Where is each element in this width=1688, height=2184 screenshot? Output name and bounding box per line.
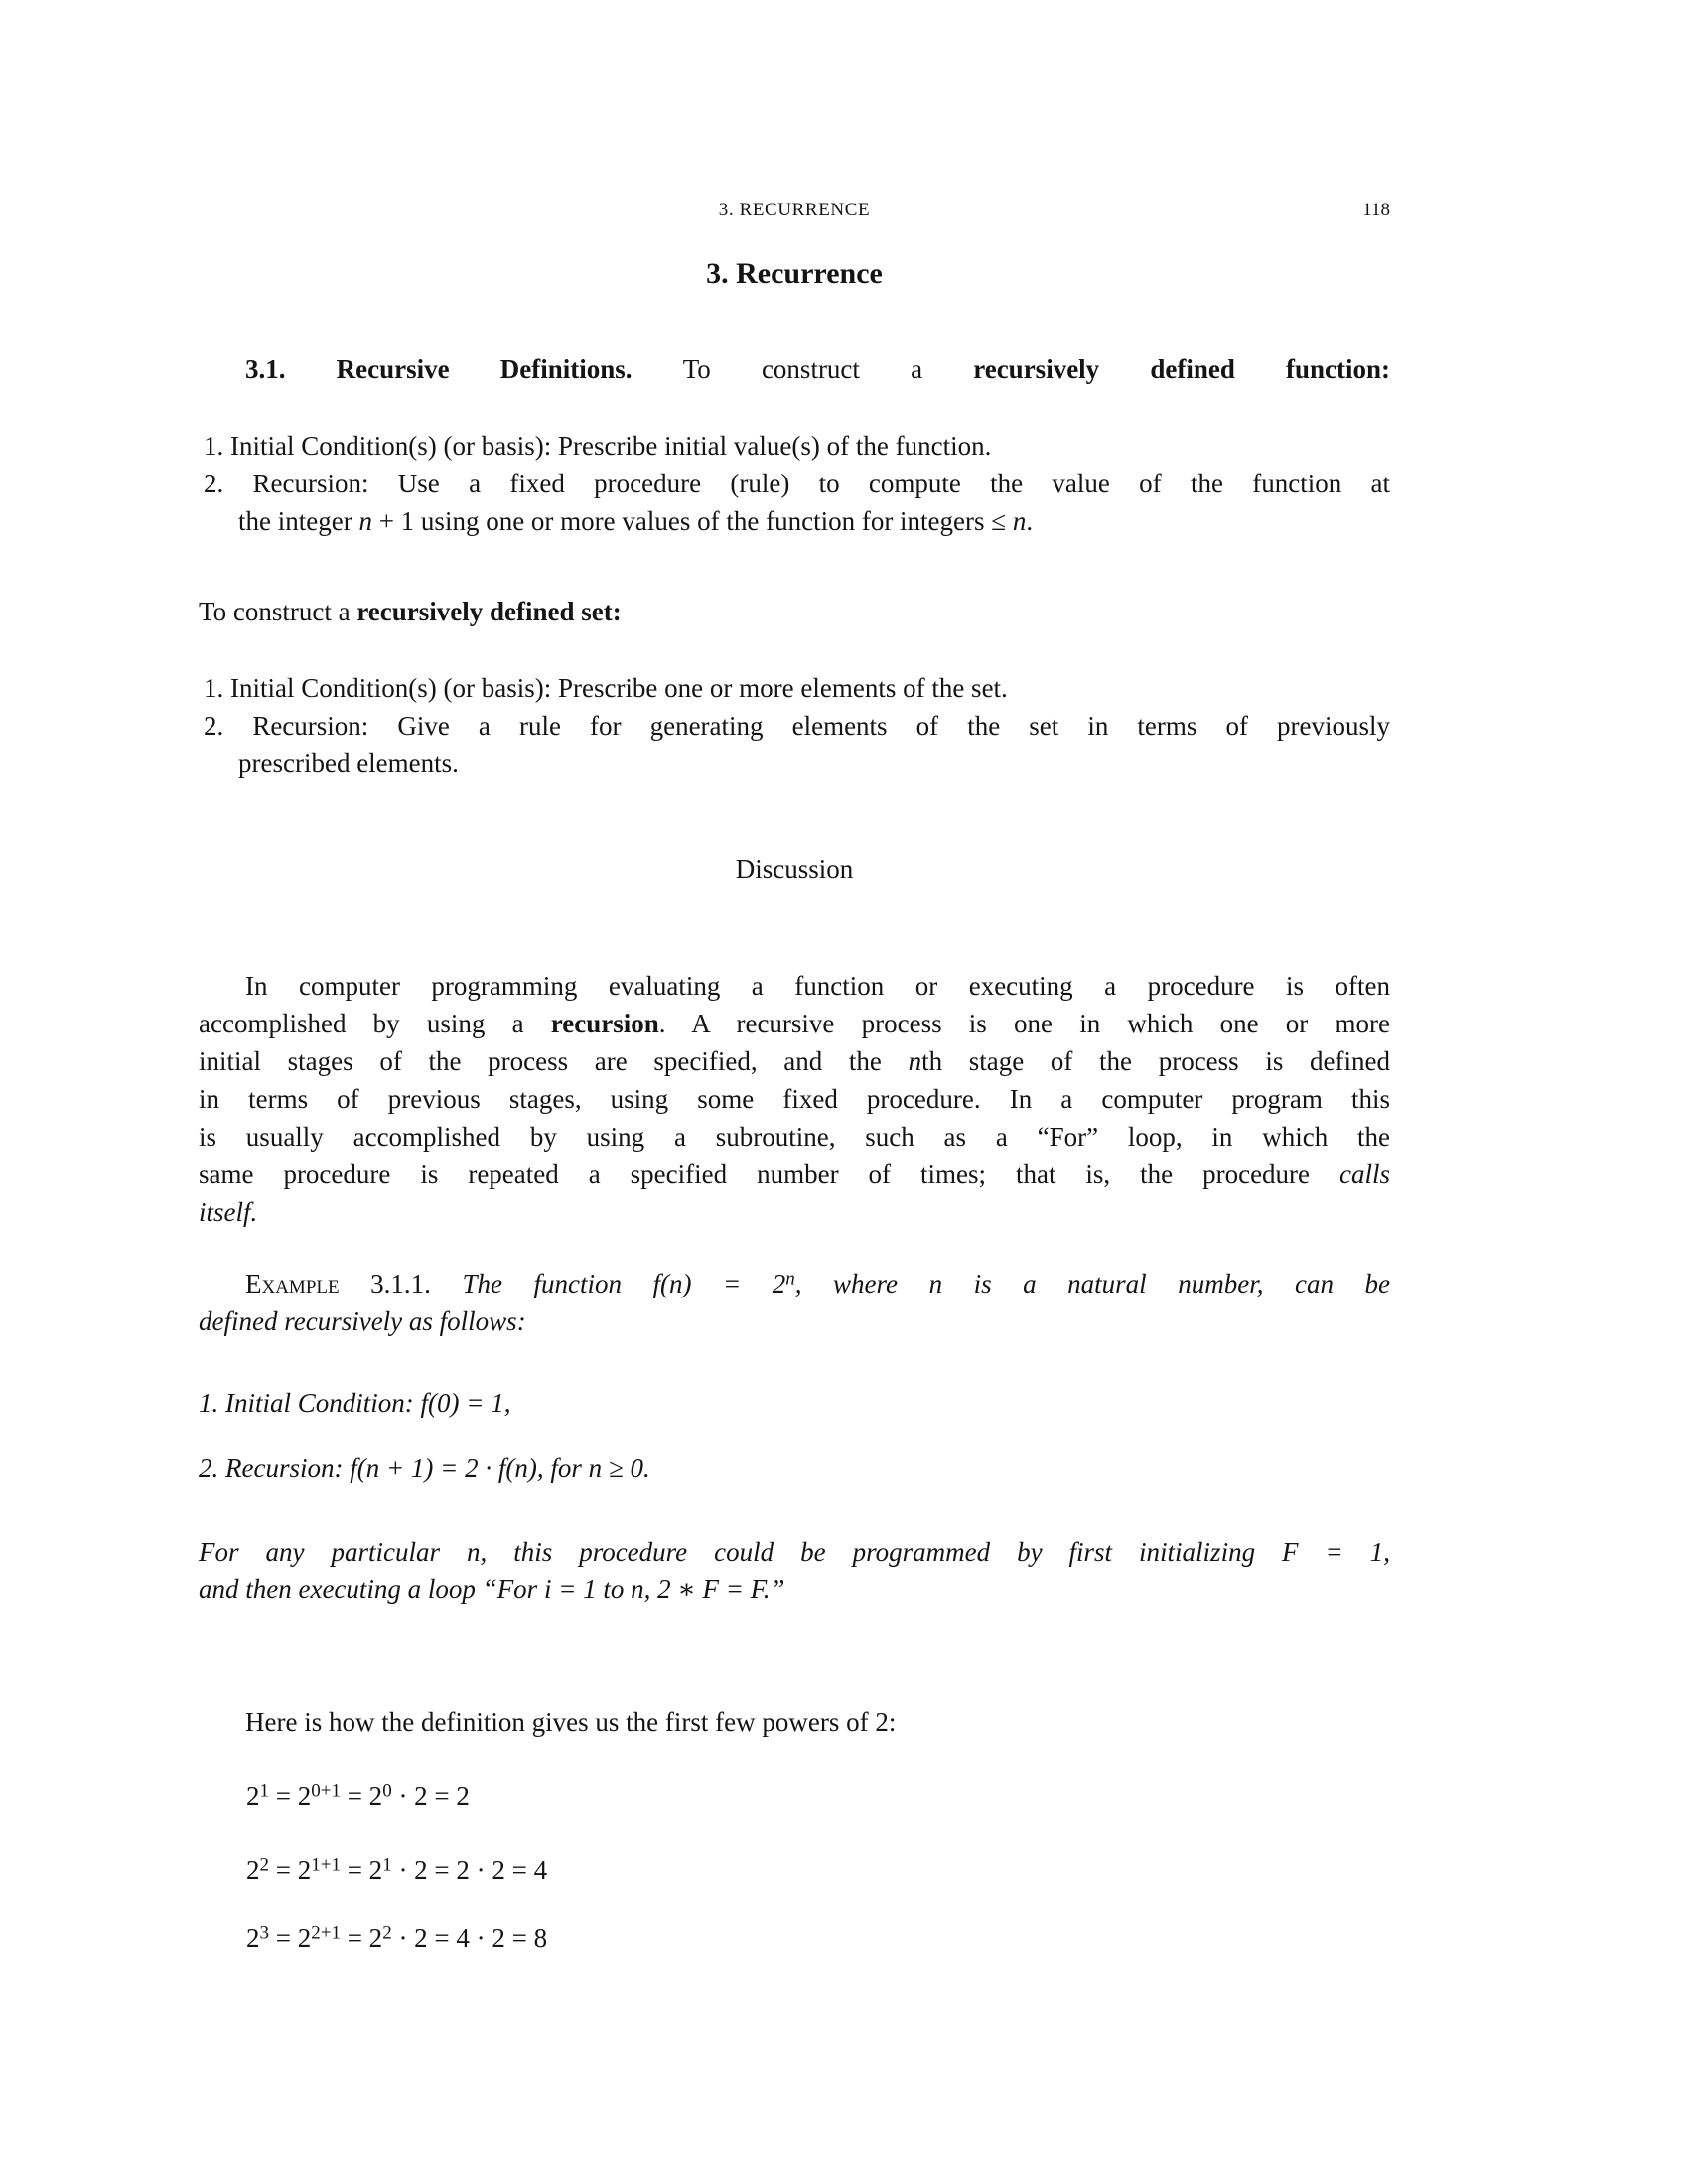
function-list-item-1: 1. Initial Condition(s) (or basis): Prescribe initial value(s) of the function. bbox=[204, 431, 992, 461]
section-heading: 3.1. Recursive Definitions. To construct a recursively defined function: bbox=[245, 354, 1391, 384]
powers-intro: Here is how the definition gives us the first few powers of 2: bbox=[245, 1707, 897, 1737]
discussion-paragraph-line-6: same procedure is repeated a specified number of times; that is, the procedure calls bbox=[199, 1160, 1390, 1189]
example-statement-line-1: Example 3.1.1. The function $f(n) = 2^n$, where n is a natural number, can be bbox=[245, 1268, 1390, 1298]
discussion-paragraph-line-5: is usually accomplished by using a subroutine, such as a “For” loop, in which the bbox=[199, 1122, 1390, 1152]
set-list-item-1: 1. Initial Condition(s) (or basis): Prescribe one or more elements of the set. bbox=[204, 673, 1008, 703]
example-initial-condition: 1. Initial Condition: f(0) = 1, bbox=[199, 1388, 511, 1418]
set-list-item-2-continuation: prescribed elements. bbox=[238, 749, 459, 778]
set-list-item-2: 2. Recursion: Give a rule for generating elements of the set in terms of previously bbox=[204, 711, 1390, 741]
example-recursion: 2. Recursion: f(n + 1) = 2 · f(n), for n ≥ 0. bbox=[199, 1453, 650, 1483]
equation-power-1: $2^1 = 2^{0+1} = 2^0 \cdot 2 = 2$ bbox=[246, 1780, 470, 1811]
discussion-heading: Discussion bbox=[735, 854, 854, 884]
discussion-paragraph-line-4: in terms of previous stages, using some fixed procedure. In a computer program this bbox=[199, 1084, 1390, 1114]
example-statement-line-2: defined recursively as follows: bbox=[199, 1306, 526, 1336]
loop-note-line-2: and then executing a loop “For i = 1 to n, 2 ∗ F = F.” bbox=[199, 1574, 785, 1604]
set-definition-intro: To construct a recursively defined set: bbox=[199, 597, 622, 626]
discussion-paragraph-line-2: accomplished by using a recursion. A recursive process is one in which one or more bbox=[199, 1009, 1390, 1038]
running-header bbox=[199, 199, 1390, 222]
chapter-title: 3. Recurrence bbox=[706, 257, 883, 290]
equation-power-2: $2^2 = 2^{1+1} = 2^1 \cdot 2 = 2 \cdot 2 = 4$ bbox=[246, 1854, 548, 1885]
equation-power-3: $2^3 = 2^{2+1} = 2^2 \cdot 2 = 4 \cdot 2 = 8$ bbox=[246, 1922, 548, 1953]
page-number: 118 bbox=[1362, 200, 1390, 220]
running-header-title: 3. RECURRENCE bbox=[718, 200, 871, 220]
loop-note-line-1: For any particular n, this procedure could be programmed by first initializing F = 1, bbox=[199, 1537, 1390, 1567]
discussion-paragraph-line-1: In computer programming evaluating a function or executing a procedure is often bbox=[245, 971, 1390, 1001]
function-list-item-2: 2. Recursion: Use a fixed procedure (rule) to compute the value of the function at bbox=[204, 469, 1390, 498]
discussion-paragraph-line-7: itself. bbox=[199, 1197, 258, 1227]
function-list-item-2-continuation: the integer n + 1 using one or more values of the function for integers ≤ n. bbox=[238, 506, 1034, 536]
discussion-paragraph-line-3: initial stages of the process are specified, and the nth stage of the process is defined bbox=[199, 1046, 1390, 1076]
